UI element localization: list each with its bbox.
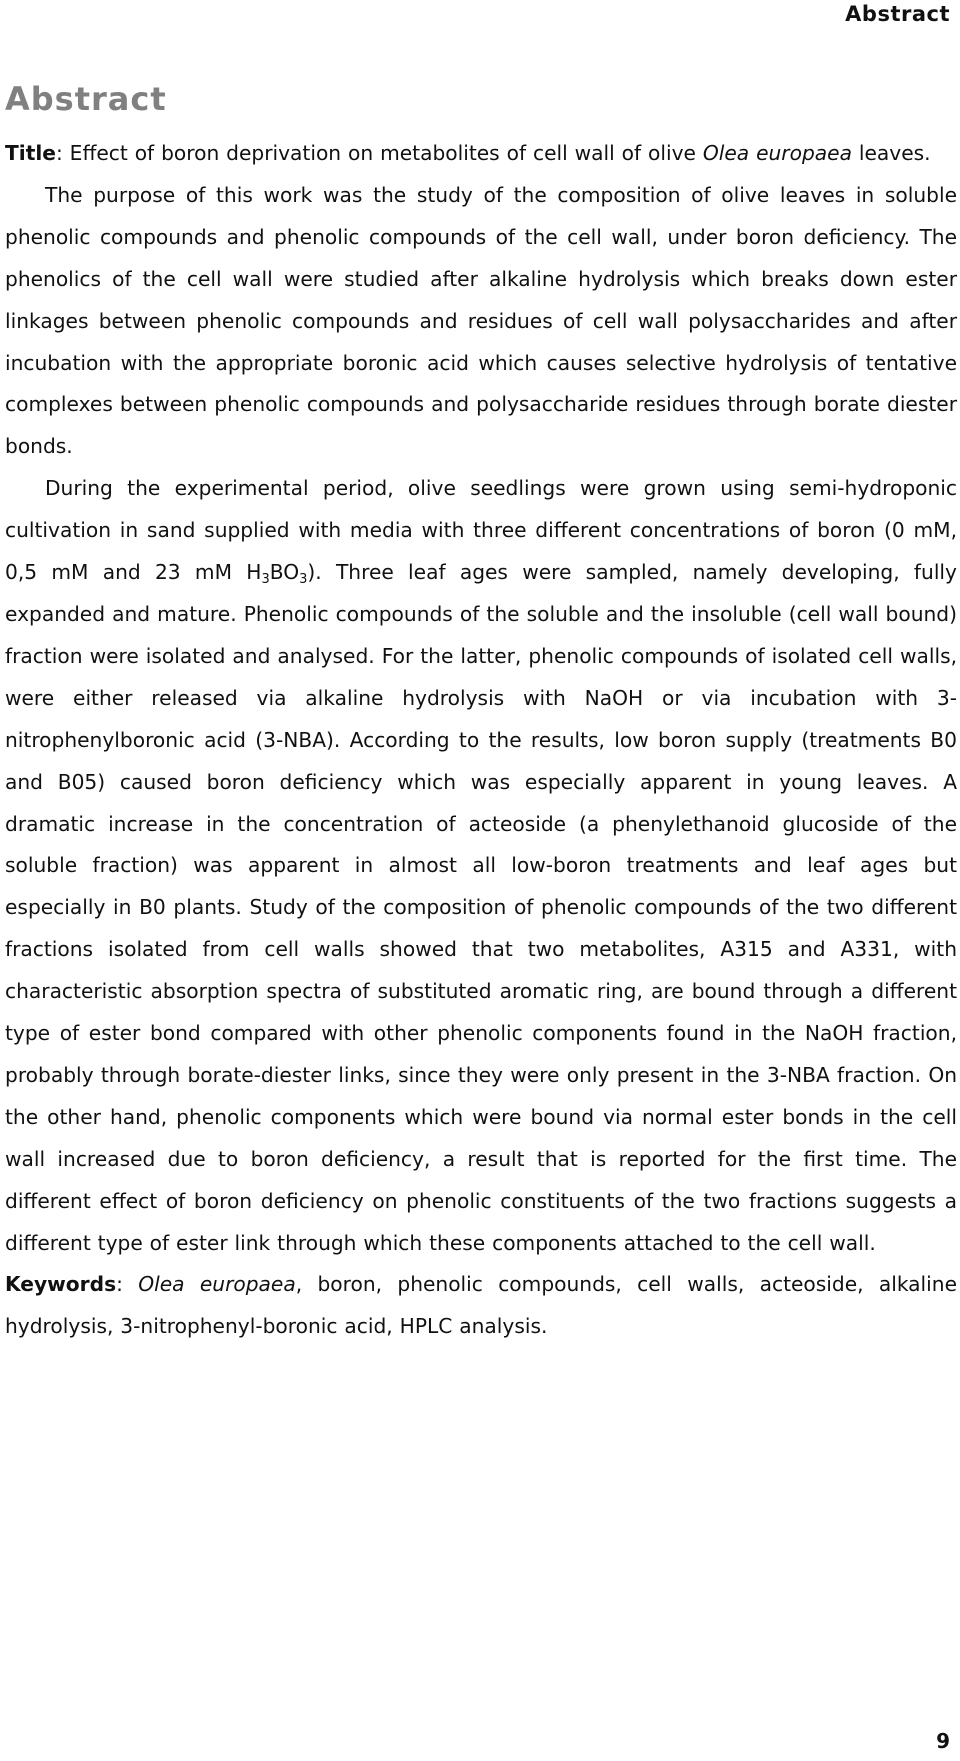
title-text-end: leaves. [851, 141, 931, 165]
title-text: Effect of boron deprivation on metabolites of cell wall of olive [62, 141, 703, 165]
paragraph-2-text-a: During the experimental period, olive seedlings were grown using semi-hydroponic cultivation in sand supplied with media with three different concentrations of boron (0 mM, 0,5 mM and 23 mM H [5, 476, 957, 585]
title-paragraph [5, 133, 957, 175]
running-header: Abstract [845, 2, 950, 26]
subscript: 3 [299, 572, 308, 588]
abstract-body [5, 133, 957, 1348]
keywords-species: Olea europaea [138, 1272, 296, 1297]
title-separator: : [55, 141, 63, 165]
paragraph-2-text-c: ). Three leaf ages were sampled, namely developing, fully expanded and mature. Phenolic compounds of the soluble and the insoluble (cell wall bound) fraction were isolated and analysed. For the latter, phenolic compounds of isolated cell walls, were either released via alkaline hydrolysis with NaOH or via incubation with 3-nitrophenylboronic acid (3-NBA). According to the results, low boron supply (treatments B0 and B05) caused boron deficiency which was especially apparent in young leaves. A dramatic increase in the concentration of acteoside (a phenylethanoid glucoside of the soluble fraction) was apparent in almost all low-boron treatments and leaf ages but especially in B0 plants. Study of the composition of phenolic compounds of the two different fractions isolated from cell walls showed that two metabolites, A315 and A331, with characteristic absorption spectra of substituted aromatic ring, are bound through a different type of ester bond compared with other phenolic components found in the NaOH fraction, probably through borate-diester links, since they were only present in the 3-NBA fraction. On the other hand, phenolic components which were bound via normal ester bonds in the cell wall increased due to boron deficiency, a result that is reported for the first time. The different effect of boron deficiency on phenolic constituents of the two fractions suggests a different type of ester link through which these components attached to the cell wall. [5, 560, 957, 1255]
keywords-paragraph [5, 1264, 957, 1348]
keywords-space [123, 1272, 138, 1296]
title-label: Title [5, 141, 56, 165]
keywords-list: , boron, phenolic compounds, cell walls, acteoside, alkaline hydrolysis, 3-nitrophenyl-boronic acid, HPLC analysis. [5, 1272, 957, 1339]
page-title: Abstract [5, 80, 167, 118]
keywords-label: Keywords [5, 1272, 117, 1297]
subscript: 3 [261, 572, 270, 588]
page-number: 9 [936, 1729, 950, 1753]
keywords-separator: : [116, 1272, 123, 1297]
abstract-paragraph-1: The purpose of this work was the study of the composition of olive leaves in soluble phenolic compounds and phenolic compounds of the cell wall, under boron deficiency. The phenolics of the cell wall were studied after alkaline hydrolysis which breaks down ester linkages between phenolic compounds and residues of cell wall polysaccharides and after incubation with the appropriate boronic acid which causes selective hydrolysis of tentative complexes between phenolic compounds and polysaccharide residues through borate diester bonds. [5, 182, 957, 459]
abstract-paragraph-2 [5, 468, 957, 1264]
title-species: Olea europaea [702, 141, 852, 165]
paragraph-2-text-b: BO [269, 560, 300, 585]
